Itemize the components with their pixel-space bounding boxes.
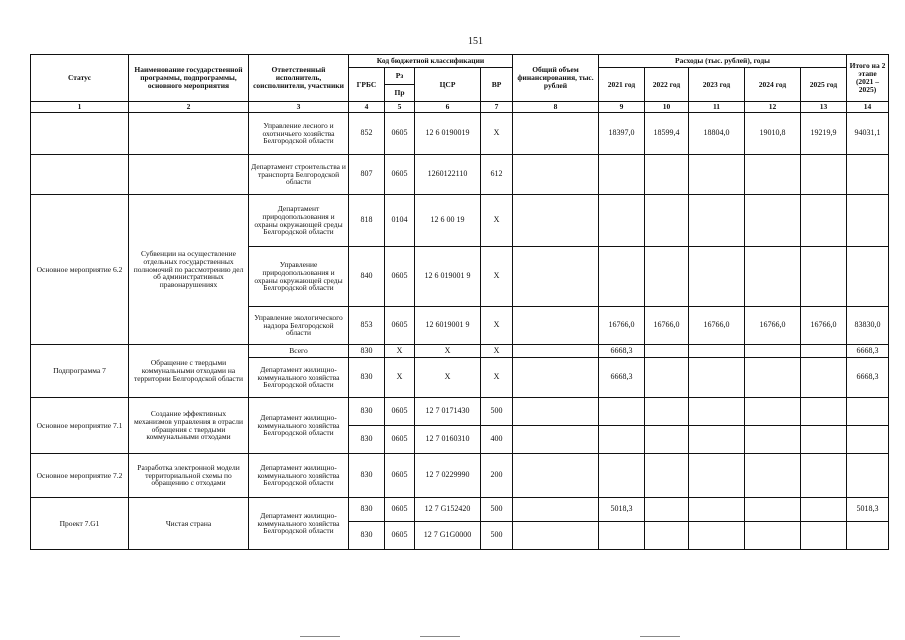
y2023-cell (689, 345, 745, 358)
y2022-cell (645, 426, 689, 454)
table-row (31, 195, 889, 247)
y2024-cell: 16766,0 (745, 307, 801, 345)
y2024-cell (745, 454, 801, 498)
total-cell (513, 522, 599, 550)
col-number: 14 (847, 102, 889, 113)
stage-total-cell: 6668,3 (847, 345, 889, 358)
rzpr-cell: 0605 (385, 155, 415, 195)
y2021-cell: 6668,3 (599, 345, 645, 358)
y2023-cell (689, 358, 745, 398)
stage-total-cell (847, 247, 889, 307)
stage-total-cell: 5018,3 (847, 498, 889, 522)
stage-total-cell: 94031,1 (847, 113, 889, 155)
y2025-cell (801, 454, 847, 498)
y2025-cell (801, 155, 847, 195)
header-responsible: Ответственный исполнитель, соисполнители, участники (249, 55, 349, 102)
total-cell (513, 426, 599, 454)
total-cell (513, 307, 599, 345)
y2023-cell (689, 247, 745, 307)
rzpr-cell: 0605 (385, 307, 415, 345)
rzpr-cell: Х (385, 345, 415, 358)
csr-cell: 12 7 G152420 (415, 498, 481, 522)
y2021-cell (599, 398, 645, 426)
total-cell (513, 247, 599, 307)
vr-cell: Х (481, 195, 513, 247)
grbs-cell: 830 (349, 398, 385, 426)
header-csr: ЦСР (415, 68, 481, 102)
y2025-cell (801, 358, 847, 398)
y2024-cell: 19010,8 (745, 113, 801, 155)
responsible-cell: Департамент жилищно-коммунального хозяйства Белгородской области (249, 398, 349, 454)
header-budget-code: Код бюджетной классификации (349, 55, 513, 68)
budget-table (30, 54, 889, 550)
y2025-cell (801, 345, 847, 358)
header-grbs: ГРБС (349, 68, 385, 102)
y2021-cell (599, 454, 645, 498)
rzpr-cell: 0605 (385, 454, 415, 498)
total-cell (513, 398, 599, 426)
page-number: 151 (468, 36, 483, 47)
y2025-cell: 19219,9 (801, 113, 847, 155)
scan-mark (640, 636, 680, 637)
y2024-cell (745, 498, 801, 522)
header-2022: 2022 год (645, 68, 689, 102)
rzpr-cell: 0605 (385, 247, 415, 307)
y2023-cell (689, 155, 745, 195)
stage-total-cell (847, 426, 889, 454)
csr-cell: 12 6 019001 9 (415, 247, 481, 307)
stage-total-cell (847, 195, 889, 247)
y2024-cell (745, 358, 801, 398)
csr-cell: 12 7 0160310 (415, 426, 481, 454)
responsible-cell: Департамент жилищно-коммунального хозяйства Белгородской области (249, 454, 349, 498)
status-cell: Основное мероприятие 6.2 (31, 195, 129, 345)
y2024-cell (745, 247, 801, 307)
responsible-cell: Управление экологического надзора Белгородской области (249, 307, 349, 345)
y2021-cell: 16766,0 (599, 307, 645, 345)
program-name-cell: Разработка электронной модели территориальной схемы по обращению с отходами (129, 454, 249, 498)
y2025-cell (801, 247, 847, 307)
total-cell (513, 113, 599, 155)
vr-cell: 500 (481, 522, 513, 550)
table-row (31, 113, 889, 155)
csr-cell: 12 6019001 9 (415, 307, 481, 345)
vr-cell: 500 (481, 498, 513, 522)
grbs-cell: 807 (349, 155, 385, 195)
status-cell: Основное мероприятие 7.2 (31, 454, 129, 498)
col-number: 9 (599, 102, 645, 113)
y2022-cell (645, 155, 689, 195)
y2025-cell (801, 522, 847, 550)
vr-cell: Х (481, 247, 513, 307)
total-cell (513, 358, 599, 398)
stage-total-cell: 6668,3 (847, 358, 889, 398)
col-number: 8 (513, 102, 599, 113)
grbs-cell: 830 (349, 426, 385, 454)
col-number: 7 (481, 102, 513, 113)
y2021-cell: 5018,3 (599, 498, 645, 522)
y2021-cell (599, 155, 645, 195)
rzpr-cell: 0104 (385, 195, 415, 247)
y2023-cell (689, 522, 745, 550)
rzpr-cell: 0605 (385, 498, 415, 522)
status-cell: Проект 7.G1 (31, 498, 129, 550)
y2022-cell: 16766,0 (645, 307, 689, 345)
csr-cell: 12 7 0171430 (415, 398, 481, 426)
responsible-cell: Департамент природопользования и охраны окружающей среды Белгородской области (249, 195, 349, 247)
responsible-cell: Управление природопользования и охраны окружающей среды Белгородской области (249, 247, 349, 307)
status-cell (31, 113, 129, 155)
vr-cell: 612 (481, 155, 513, 195)
vr-cell: Х (481, 113, 513, 155)
program-name-cell (129, 155, 249, 195)
csr-cell: 1260122110 (415, 155, 481, 195)
y2023-cell (689, 426, 745, 454)
grbs-cell: 830 (349, 454, 385, 498)
program-name-cell: Обращение с твердыми коммунальными отходами на территории Белгородской области (129, 345, 249, 398)
scan-mark (420, 636, 460, 637)
y2024-cell (745, 426, 801, 454)
vr-cell: Х (481, 358, 513, 398)
y2023-cell (689, 398, 745, 426)
header-2024: 2024 год (745, 68, 801, 102)
stage-total-cell (847, 522, 889, 550)
status-cell: Основное мероприятие 7.1 (31, 398, 129, 454)
y2025-cell (801, 426, 847, 454)
csr-cell: 12 6 0190019 (415, 113, 481, 155)
header-rz: Рз (385, 68, 415, 85)
total-cell (513, 155, 599, 195)
responsible-cell: Управление лесного и охотничьего хозяйства Белгородской области (249, 113, 349, 155)
header-2025: 2025 год (801, 68, 847, 102)
grbs-cell: 830 (349, 522, 385, 550)
rzpr-cell: 0605 (385, 398, 415, 426)
total-cell (513, 454, 599, 498)
responsible-cell: Департамент жилищно-коммунального хозяйства Белгородской области (249, 498, 349, 550)
y2022-cell (645, 454, 689, 498)
col-number: 2 (129, 102, 249, 113)
y2021-cell (599, 426, 645, 454)
header-status: Статус (31, 55, 129, 102)
y2022-cell (645, 498, 689, 522)
y2022-cell (645, 358, 689, 398)
y2023-cell: 18804,0 (689, 113, 745, 155)
header-stage-total: Итого на 2 этапе (2021 – 2025) (847, 55, 889, 102)
y2021-cell: 6668,3 (599, 358, 645, 398)
y2024-cell (745, 398, 801, 426)
table-row (31, 155, 889, 195)
vr-cell: Х (481, 345, 513, 358)
y2021-cell (599, 522, 645, 550)
vr-cell: 400 (481, 426, 513, 454)
csr-cell: 12 7 0229990 (415, 454, 481, 498)
y2023-cell (689, 498, 745, 522)
stage-total-cell: 83830,0 (847, 307, 889, 345)
rzpr-cell: 0605 (385, 426, 415, 454)
y2022-cell: 18599,4 (645, 113, 689, 155)
scan-mark (300, 636, 340, 637)
status-cell: Подпрограмма 7 (31, 345, 129, 398)
col-number: 11 (689, 102, 745, 113)
y2024-cell (745, 522, 801, 550)
csr-cell: Х (415, 345, 481, 358)
header-2021: 2021 год (599, 68, 645, 102)
rzpr-cell: 0605 (385, 113, 415, 155)
table-row (31, 454, 889, 498)
y2023-cell (689, 195, 745, 247)
table-row (31, 398, 889, 426)
table-row (31, 345, 889, 358)
y2025-cell (801, 195, 847, 247)
grbs-cell: 853 (349, 307, 385, 345)
y2022-cell (645, 195, 689, 247)
program-name-cell: Создание эффективных механизмов управления в отрасли обращения с твердыми коммунальными отходами (129, 398, 249, 454)
grbs-cell: 830 (349, 345, 385, 358)
col-number: 12 (745, 102, 801, 113)
rzpr-cell: Х (385, 358, 415, 398)
y2023-cell: 16766,0 (689, 307, 745, 345)
header-pr: Пр (385, 85, 415, 102)
program-name-cell: Субвенции на осуществление отдельных государственных полномочий по рассмотрению дел об административных правонарушениях (129, 195, 249, 345)
vr-cell: 500 (481, 398, 513, 426)
header-2023: 2023 год (689, 68, 745, 102)
grbs-cell: 830 (349, 358, 385, 398)
csr-cell: 12 6 00 19 (415, 195, 481, 247)
grbs-cell: 852 (349, 113, 385, 155)
y2021-cell (599, 195, 645, 247)
vr-cell: 200 (481, 454, 513, 498)
col-number: 10 (645, 102, 689, 113)
y2024-cell (745, 195, 801, 247)
y2024-cell (745, 155, 801, 195)
program-name-cell (129, 113, 249, 155)
y2022-cell (645, 522, 689, 550)
responsible-cell: Всего (249, 345, 349, 358)
grbs-cell: 818 (349, 195, 385, 247)
col-number: 6 (415, 102, 481, 113)
header-expenses: Расходы (тыс. рублей), годы (599, 55, 847, 68)
total-cell (513, 345, 599, 358)
header-program-name: Наименование государственной программы, подпрограммы, основного мероприятия (129, 55, 249, 102)
col-number: 1 (31, 102, 129, 113)
y2022-cell (645, 398, 689, 426)
stage-total-cell (847, 398, 889, 426)
csr-cell: Х (415, 358, 481, 398)
vr-cell: Х (481, 307, 513, 345)
col-number: 3 (249, 102, 349, 113)
grbs-cell: 840 (349, 247, 385, 307)
y2021-cell (599, 247, 645, 307)
y2025-cell (801, 398, 847, 426)
grbs-cell: 830 (349, 498, 385, 522)
y2022-cell (645, 247, 689, 307)
y2022-cell (645, 345, 689, 358)
col-number: 4 (349, 102, 385, 113)
stage-total-cell (847, 454, 889, 498)
header-total-volume: Общий объем финансирования, тыс. рублей (513, 55, 599, 102)
status-cell (31, 155, 129, 195)
stage-total-cell (847, 155, 889, 195)
responsible-cell: Департамент строительства и транспорта Белгородской области (249, 155, 349, 195)
rzpr-cell: 0605 (385, 522, 415, 550)
total-cell (513, 498, 599, 522)
csr-cell: 12 7 G1G0000 (415, 522, 481, 550)
y2024-cell (745, 345, 801, 358)
y2025-cell (801, 498, 847, 522)
col-number: 5 (385, 102, 415, 113)
header-vr: ВР (481, 68, 513, 102)
y2023-cell (689, 454, 745, 498)
y2021-cell: 18397,0 (599, 113, 645, 155)
program-name-cell: Чистая страна (129, 498, 249, 550)
responsible-cell: Департамент жилищно-коммунального хозяйства Белгородской области (249, 358, 349, 398)
col-number: 13 (801, 102, 847, 113)
total-cell (513, 195, 599, 247)
table-row (31, 498, 889, 522)
y2025-cell: 16766,0 (801, 307, 847, 345)
